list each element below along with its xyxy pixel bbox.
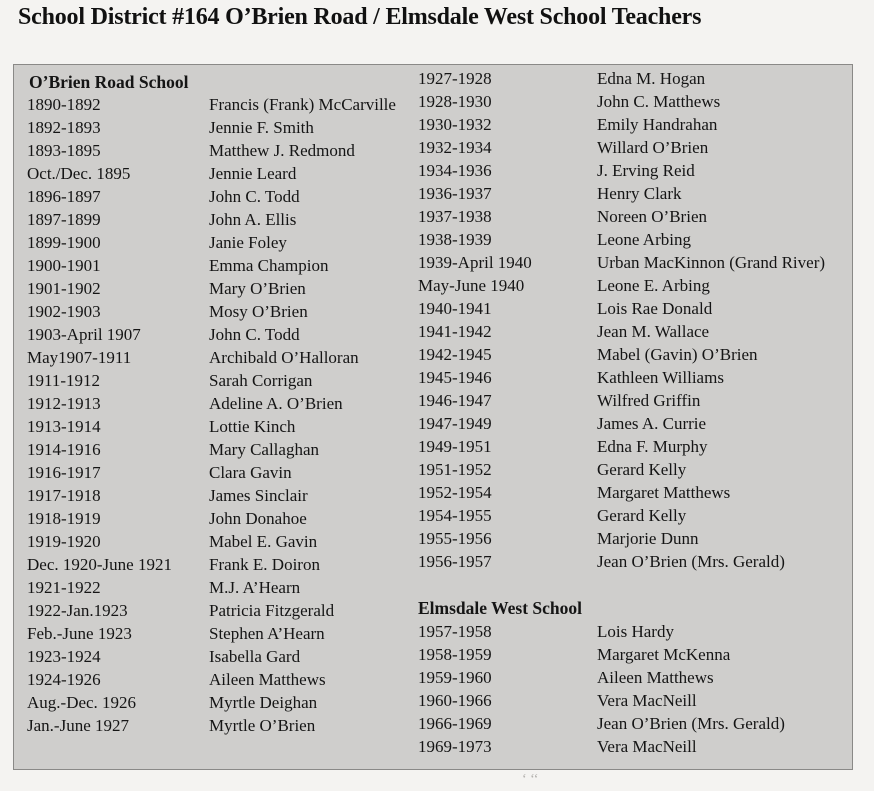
- obrien-row-teacher: Isabella Gard: [209, 647, 301, 666]
- obrien-row-years: 1954-1955: [418, 506, 492, 525]
- obrien-row-teacher: J. Erving Reid: [597, 161, 695, 180]
- obrien-row-teacher: Myrtle O’Brien: [209, 716, 316, 735]
- obrien-row-years: 1951-1952: [418, 460, 492, 479]
- obrien-row-years: 1892-1893: [27, 118, 101, 137]
- obrien-row-years: 1941-1942: [418, 322, 492, 341]
- obrien-row-teacher: Marjorie Dunn: [597, 529, 699, 548]
- obrien-row-teacher: Mabel E. Gavin: [209, 532, 318, 551]
- obrien-row-years: May-June 1940: [418, 276, 525, 295]
- elmsdale-row-teacher: Vera MacNeill: [597, 691, 697, 710]
- obrien-row-teacher: John C. Matthews: [597, 92, 721, 111]
- obrien-row-years: 1942-1945: [418, 345, 492, 364]
- obrien-row-teacher: Edna M. Hogan: [597, 69, 706, 88]
- obrien-row-years: 1924-1926: [27, 670, 101, 689]
- obrien-row-years: 1934-1936: [418, 161, 492, 180]
- obrien-row-teacher: Wilfred Griffin: [597, 391, 701, 410]
- obrien-row-teacher: John A. Ellis: [209, 210, 297, 229]
- obrien-row-teacher: Kathleen Williams: [597, 368, 724, 387]
- obrien-row-years: 1902-1903: [27, 302, 101, 321]
- obrien-row-years: 1912-1913: [27, 394, 101, 413]
- elmsdale-row-teacher: Margaret McKenna: [597, 645, 731, 664]
- obrien-row-teacher: James A. Currie: [597, 414, 707, 433]
- obrien-row-years: 1923-1924: [27, 647, 101, 666]
- obrien-row-teacher: Adeline A. O’Brien: [209, 394, 343, 413]
- obrien-row-years: 1932-1934: [418, 138, 492, 157]
- obrien-row-years: 1914-1916: [27, 440, 101, 459]
- obrien-row-teacher: Matthew J. Redmond: [209, 141, 355, 160]
- obrien-row-teacher: Archibald O’Halloran: [209, 348, 359, 367]
- obrien-row-teacher: Lois Rae Donald: [597, 299, 713, 318]
- obrien-row-teacher: Sarah Corrigan: [209, 371, 313, 390]
- obrien-row-teacher: Mary O’Brien: [209, 279, 306, 298]
- obrien-row-teacher: Henry Clark: [597, 184, 682, 203]
- obrien-row-years: 1927-1928: [418, 69, 492, 88]
- obrien-row-years: 1897-1899: [27, 210, 101, 229]
- elmsdale-row-years: 1969-1973: [418, 737, 492, 756]
- obrien-row-years: 1928-1930: [418, 92, 492, 111]
- obrien-row-teacher: M.J. A’Hearn: [209, 578, 301, 597]
- obrien-row-teacher: Mosy O’Brien: [209, 302, 308, 321]
- obrien-row-years: 1903-April 1907: [27, 325, 141, 344]
- elmsdale-row-years: 1966-1969: [418, 714, 492, 733]
- obrien-row-teacher: Lottie Kinch: [209, 417, 296, 436]
- obrien-row-years: 1945-1946: [418, 368, 492, 387]
- obrien-row-teacher: Emily Handrahan: [597, 115, 718, 134]
- obrien-row-years: 1918-1919: [27, 509, 101, 528]
- obrien-row-years: 1949-1951: [418, 437, 492, 456]
- obrien-road-school-heading: O’Brien Road School: [29, 72, 189, 92]
- obrien-row-years: Dec. 1920-June 1921: [27, 555, 172, 574]
- obrien-row-teacher: Mary Callaghan: [209, 440, 319, 459]
- obrien-row-teacher: Gerard Kelly: [597, 506, 687, 525]
- obrien-row-teacher: Margaret Matthews: [597, 483, 731, 502]
- obrien-row-teacher: James Sinclair: [209, 486, 308, 505]
- obrien-row-years: 1955-1956: [418, 529, 492, 548]
- obrien-row-years: 1917-1918: [27, 486, 101, 505]
- obrien-row-teacher: Jennie Leard: [209, 164, 297, 183]
- obrien-row-years: Aug.-Dec. 1926: [27, 693, 137, 712]
- obrien-row-teacher: Mabel (Gavin) O’Brien: [597, 345, 758, 364]
- teachers-table: [13, 64, 853, 770]
- obrien-row-years: 1899-1900: [27, 233, 101, 252]
- obrien-row-years: Oct./Dec. 1895: [27, 164, 131, 183]
- obrien-row-years: 1940-1941: [418, 299, 492, 318]
- obrien-row-years: 1947-1949: [418, 414, 492, 433]
- obrien-row-years: 1938-1939: [418, 230, 492, 249]
- obrien-row-teacher: Aileen Matthews: [209, 670, 326, 689]
- obrien-row-teacher: Urban MacKinnon (Grand River): [597, 253, 826, 272]
- obrien-row-teacher: Stephen A’Hearn: [209, 624, 325, 643]
- obrien-row-years: May1907-1911: [27, 348, 132, 367]
- obrien-row-years: 1916-1917: [27, 463, 101, 482]
- obrien-row-years: 1900-1901: [27, 256, 101, 275]
- obrien-row-years: 1913-1914: [27, 417, 101, 436]
- elmsdale-row-teacher: Vera MacNeill: [597, 737, 697, 756]
- obrien-row-years: 1952-1954: [418, 483, 492, 502]
- elmsdale-row-years: 1958-1959: [418, 645, 492, 664]
- obrien-row-years: Feb.-June 1923: [27, 624, 132, 643]
- obrien-row-teacher: John C. Todd: [209, 325, 300, 344]
- obrien-row-teacher: Noreen O’Brien: [597, 207, 707, 226]
- elmsdale-row-years: 1959-1960: [418, 668, 492, 687]
- obrien-row-teacher: Patricia Fitzgerald: [209, 601, 335, 620]
- elmsdale-row-teacher: Aileen Matthews: [597, 668, 714, 687]
- obrien-row-years: 1937-1938: [418, 207, 492, 226]
- obrien-row-teacher: Myrtle Deighan: [209, 693, 318, 712]
- elmsdale-west-school-heading: Elmsdale West School: [418, 598, 583, 618]
- obrien-row-years: 1946-1947: [418, 391, 492, 410]
- page-fold-mark: ‘ ‘‘: [522, 772, 539, 787]
- obrien-row-years: 1922-Jan.1923: [27, 601, 128, 620]
- obrien-row-years: 1939-April 1940: [418, 253, 532, 272]
- elmsdale-row-years: 1957-1958: [418, 622, 492, 641]
- obrien-row-teacher: Francis (Frank) McCarville: [209, 95, 396, 114]
- elmsdale-row-years: 1960-1966: [418, 691, 492, 710]
- obrien-row-teacher: Clara Gavin: [209, 463, 292, 482]
- obrien-row-years: 1956-1957: [418, 552, 492, 571]
- obrien-row-teacher: Jennie F. Smith: [209, 118, 314, 137]
- obrien-row-years: 1890-1892: [27, 95, 101, 114]
- obrien-row-teacher: Leone Arbing: [597, 230, 691, 249]
- page-title: School District #164 O’Brien Road / Elmsdale West School Teachers: [18, 4, 702, 30]
- obrien-row-years: Jan.-June 1927: [27, 716, 129, 735]
- obrien-row-teacher: Edna F. Murphy: [597, 437, 708, 456]
- obrien-row-teacher: Willard O’Brien: [597, 138, 709, 157]
- elmsdale-row-teacher: Lois Hardy: [597, 622, 674, 641]
- obrien-row-teacher: Jean M. Wallace: [597, 322, 710, 341]
- obrien-row-teacher: Gerard Kelly: [597, 460, 687, 479]
- obrien-row-years: 1936-1937: [418, 184, 492, 203]
- obrien-row-years: 1901-1902: [27, 279, 101, 298]
- obrien-row-teacher: John Donahoe: [209, 509, 307, 528]
- obrien-row-years: 1893-1895: [27, 141, 101, 160]
- elmsdale-row-teacher: Jean O’Brien (Mrs. Gerald): [597, 714, 785, 733]
- obrien-row-years: 1919-1920: [27, 532, 101, 551]
- obrien-row-teacher: Jean O’Brien (Mrs. Gerald): [597, 552, 785, 571]
- obrien-row-years: 1921-1922: [27, 578, 101, 597]
- obrien-row-teacher: Emma Champion: [209, 256, 329, 275]
- obrien-row-teacher: Frank E. Doiron: [209, 555, 320, 574]
- obrien-row-teacher: Leone E. Arbing: [597, 276, 710, 295]
- obrien-row-years: 1896-1897: [27, 187, 101, 206]
- obrien-row-years: 1930-1932: [418, 115, 492, 134]
- obrien-row-teacher: John C. Todd: [209, 187, 300, 206]
- obrien-row-teacher: Janie Foley: [209, 233, 287, 252]
- obrien-row-years: 1911-1912: [27, 371, 101, 390]
